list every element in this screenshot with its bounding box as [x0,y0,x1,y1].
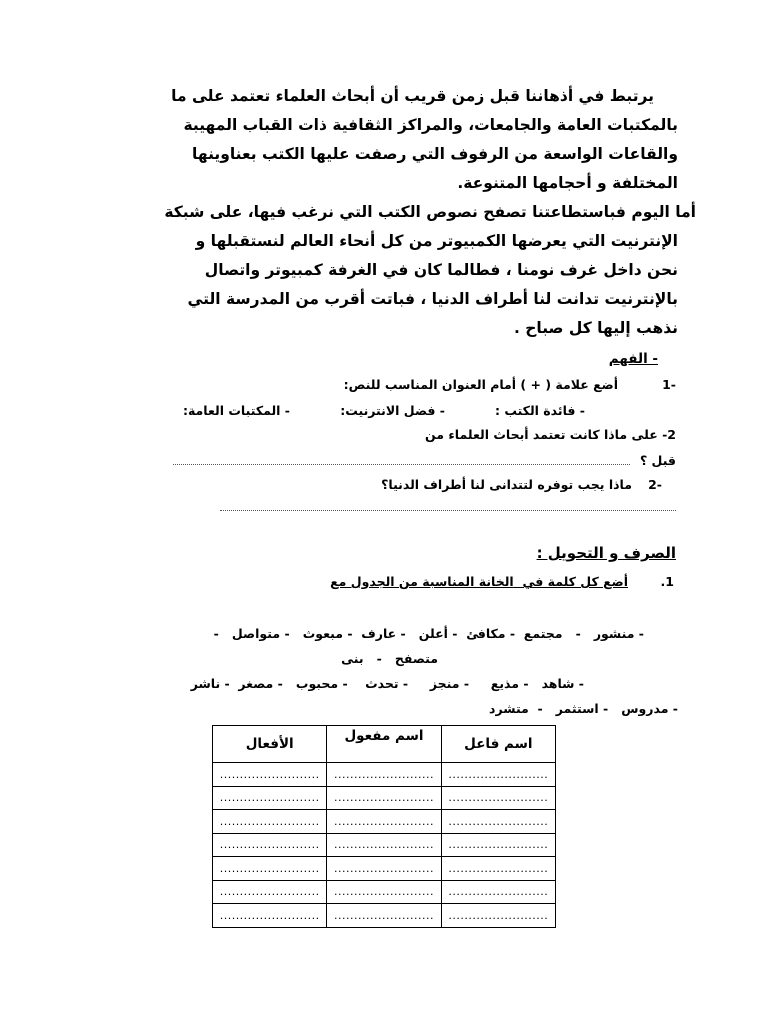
word-list-line-1: - منشور - مجتمع - مكافئ - أعلن - عارف - مبعوث - متواصل - [213,626,644,641]
word-list-line-2: متصفح - بنى [341,651,438,666]
header-active-participle: اسم فاعل [441,726,555,763]
question-1-number: -1 [662,377,676,392]
table-answer-cell[interactable]: ......................... [213,857,327,881]
option-books-benefit: - فائدة الكتب : [495,403,585,418]
table-answer-cell[interactable]: ......................... [327,880,441,904]
question-3-number: -2 [648,477,662,492]
question-2-text: 2- على ماذا كانت تعتمد أبحاث العلماء من [425,427,676,442]
question-1-text: أضع علامة ( + ) أمام العنوان المناسب للنص: [343,377,618,392]
table-answer-cell[interactable]: ......................... [327,833,441,857]
table-answer-cell[interactable]: ......................... [213,833,327,857]
paragraph-2-line: نحن داخل غرف نومنا ، فطالما كان في الغرفة كمبيوتر واتصال [204,261,678,279]
table-answer-cell[interactable]: ......................... [327,763,441,787]
classification-table [212,725,556,928]
reading-paragraph-2 [70,198,696,343]
table-answer-cell[interactable]: ......................... [213,880,327,904]
question-3-text: ماذا يجب توفره لتتدانى لنا أطراف الدنيا؟ [381,477,632,492]
paragraph-2-line: نذهب إليها كل صباح . [513,319,678,337]
table-answer-cell[interactable]: ......................... [327,810,441,834]
morphology-question-number: 1. [660,574,674,589]
table-answer-cell[interactable]: ......................... [441,833,555,857]
option-public-libraries: - المكتبات العامة: [182,403,290,418]
answer-line-1[interactable] [173,464,630,465]
table-answer-cell[interactable]: ......................... [213,810,327,834]
table-row [213,904,556,928]
comprehension-title: - الفهم [608,351,658,367]
table-answer-cell[interactable]: ......................... [327,786,441,810]
table-row [213,880,556,904]
table-answer-cell[interactable]: ......................... [441,810,555,834]
answer-line-2[interactable] [220,510,676,511]
table-answer-cell[interactable]: ......................... [441,904,555,928]
paragraph-2-line: بالإنترنيت تدانت لنا أطراف الدنيا ، فباتت أقرب من المدرسة التي [187,290,678,308]
table-row [213,833,556,857]
morphology-title: الصرف و التحويل : [536,544,676,562]
morphology-question-text: أضع كل كلمة في الخانة المناسبة من الجدول مع [330,574,628,589]
table-answer-cell[interactable]: ......................... [441,857,555,881]
paragraph-1-line: المختلفة و أحجامها المتنوعة. [457,174,678,192]
table-answer-cell[interactable]: ......................... [213,763,327,787]
word-list-line-4: - مدروس - استثمر - متشرد [489,701,678,716]
paragraph-1-line: بالمكتبات العامة والجامعات، والمراكز الثقافية ذات القباب المهيبة [183,116,678,134]
option-internet-merit: - فضل الانترنيت: [340,403,445,418]
table-answer-cell[interactable]: ......................... [441,763,555,787]
reading-paragraph-1 [88,82,678,198]
table-row [213,763,556,787]
header-verbs: الأفعال [213,726,327,763]
word-list-line-3: - شاهد - مذيع - منجز - تحدث - محبوب - مصغر - ناشر [190,676,584,691]
paragraph-2-line: أما اليوم فباستطاعتنا تصفح نصوص الكتب التي نرغب فيها، على شبكة [164,203,696,221]
table-answer-cell[interactable]: ......................... [441,786,555,810]
question-2-continuation: قبل ؟ [639,453,676,468]
paragraph-1-line: يرتبط في أذهاننا قبل زمن قريب أن أبحاث العلماء تعتمد على ما [171,87,654,105]
header-passive-participle: اسم مفعول [327,726,441,763]
table-answer-cell[interactable]: ......................... [327,904,441,928]
table-answer-cell[interactable]: ......................... [213,786,327,810]
table-row [213,786,556,810]
paragraph-1-line: والقاعات الواسعة من الرفوف التي رصفت عليها الكتب بعناوينها [192,145,678,163]
table-answer-cell[interactable]: ......................... [441,880,555,904]
table-answer-cell[interactable]: ......................... [213,904,327,928]
table-row [213,857,556,881]
table-row [213,810,556,834]
table-answer-cell[interactable]: ......................... [327,857,441,881]
paragraph-2-line: الإنترنيت التي يعرضها الكمبيوتر من كل أنحاء العالم لنستقبلها و [195,232,678,250]
